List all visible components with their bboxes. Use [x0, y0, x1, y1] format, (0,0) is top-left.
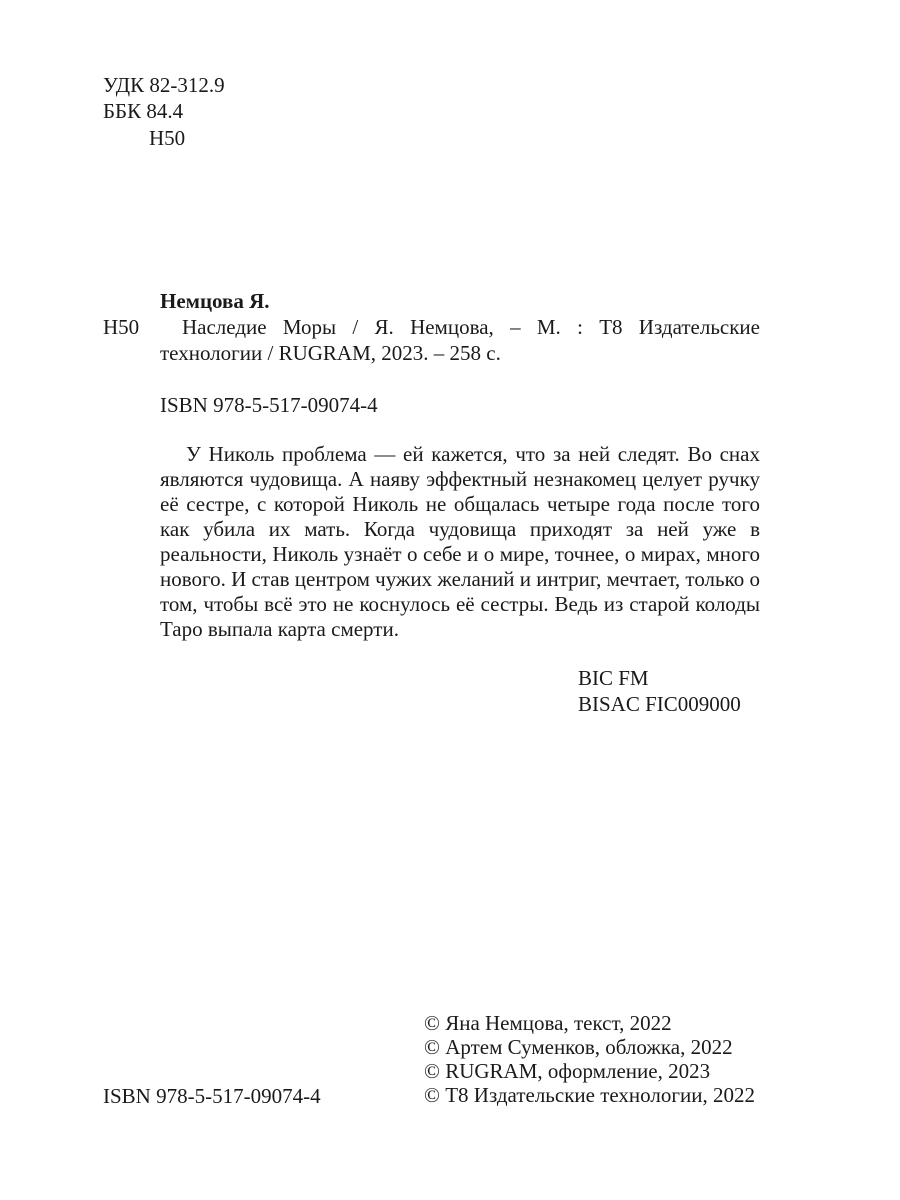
- copyright-line: © Яна Немцова, текст, 2022: [424, 1011, 672, 1035]
- subject-codes: [578, 665, 741, 718]
- author-mark: Н50: [149, 125, 186, 150]
- classification-block: [103, 72, 225, 151]
- bbk-code: ББК 84.4: [103, 99, 184, 124]
- author-mark-code: Н50: [103, 315, 140, 339]
- author-name: Немцова Я.: [160, 289, 270, 313]
- bibliographic-description: [160, 314, 760, 367]
- copyright-line: © Артем Суменков, обложка, 2022: [424, 1035, 733, 1059]
- bibliographic-text: Наследие Моры / Я. Немцова, – М. : Т8 Издательские технологии / RUGRAM, 2023. – 258 с.: [160, 315, 760, 366]
- copyright-line: © Т8 Издательские технологии, 2022: [424, 1083, 755, 1107]
- bic-code: BIC FM: [578, 666, 649, 690]
- annotation-paragraph: У Николь проблема — ей кажется, что за ней следят. Во снах являются чудовища. А наяву эффектный незнакомец целует ручку её сестре, с которой Николь не общалась четыре года после того как убила их мать. Когда чудовища приходят за ней уже в реальности, Николь узнаёт о себе и о мире, точнее, о мирах, много нового. И став центром чужих желаний и интриг, мечтает, только о том, чтобы всё это не коснулось её сестры. Ведь из старой колоды Таро выпала карта смерти.: [160, 442, 760, 641]
- isbn-footer: ISBN 978-5-517-09074-4: [103, 1084, 321, 1108]
- isbn-main: ISBN 978-5-517-09074-4: [160, 393, 378, 417]
- copyright-line: © RUGRAM, оформление, 2023: [424, 1059, 711, 1083]
- copyright-block: [424, 1011, 755, 1107]
- udk-code: УДК 82-312.9: [103, 73, 225, 97]
- bisac-code: BISAC FIC009000: [578, 692, 741, 717]
